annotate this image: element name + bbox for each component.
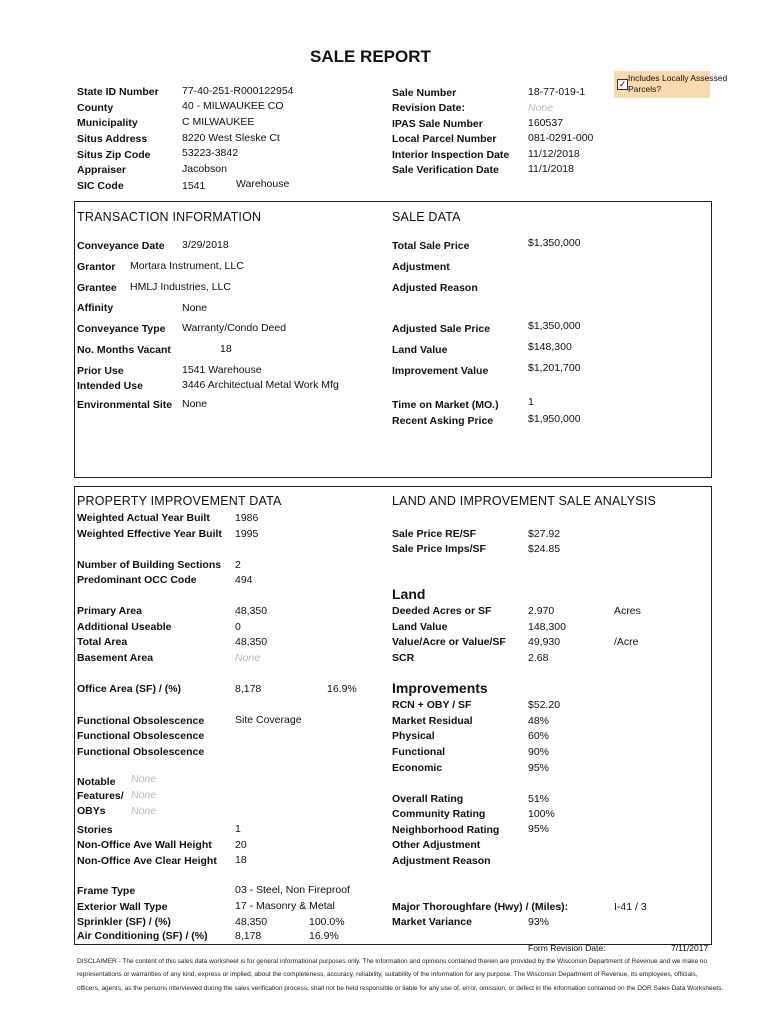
exterior-wall-value: 17 - Masonry & Metal (235, 900, 335, 912)
municipality-value: C MILWAUKEE (182, 116, 255, 128)
conveyance-type-label: Conveyance Type (77, 323, 166, 335)
locally-assessed-label-1: Includes Locally Assessed (628, 73, 728, 83)
weighted-actual-value: 1986 (235, 512, 259, 524)
thoroughfare-label: Major Thoroughfare (Hwy) / (Miles): (392, 901, 569, 913)
frame-type-value: 03 - Steel, Non Fireproof (235, 884, 350, 896)
additional-useable-label: Additional Useable (77, 621, 172, 633)
affinity-value: None (182, 302, 208, 314)
disclaimer-line-1: DISCLAIMER - The content of this sales data worksheet is for general informational purposes only. The information and opinions contained therein are provided by the Wisconsin Department of Revenue and we make no (77, 958, 708, 965)
primary-area-value: 48,350 (235, 605, 268, 617)
analysis-land-value-value: 148,300 (528, 621, 566, 633)
total-area-value: 48,350 (235, 636, 268, 648)
improvements-subheading: Improvements (392, 680, 488, 696)
overall-rating-label: Overall Rating (392, 793, 464, 805)
notable-label-2: Features/ (77, 790, 124, 802)
revision-date-value: None (528, 102, 554, 114)
months-vacant-label: No. Months Vacant (77, 344, 171, 356)
transaction-heading: TRANSACTION INFORMATION (77, 210, 262, 224)
frame-type-label: Frame Type (77, 885, 136, 897)
sale-price-re-value: $27.92 (528, 528, 561, 540)
prior-use-label: Prior Use (77, 365, 124, 377)
sale-number-value: 18-77-019-1 (528, 86, 586, 98)
deeded-acres-unit: Acres (614, 605, 641, 617)
prior-use-value: 1541 Warehouse (182, 364, 262, 376)
environmental-label: Environmental Site (77, 399, 173, 411)
primary-area-label: Primary Area (77, 605, 142, 617)
grantor-value: Mortara Instrument, LLC (130, 260, 244, 272)
stories-value: 1 (235, 823, 241, 835)
sale-price-re-label: Sale Price RE/SF (392, 528, 477, 540)
analysis-heading: LAND AND IMPROVEMENT SALE ANALYSIS (392, 494, 657, 508)
exterior-wall-label: Exterior Wall Type (77, 901, 168, 913)
verification-date-label: Sale Verification Date (392, 164, 499, 176)
air-conditioning-value: 8,178 (235, 930, 262, 942)
clear-height-label: Non-Office Ave Clear Height (77, 855, 217, 867)
sic-code-value: 1541 (182, 180, 206, 192)
page-title: SALE REPORT (310, 47, 431, 66)
air-conditioning-label: Air Conditioning (SF) / (%) (77, 930, 208, 942)
adjusted-reason-label: Adjusted Reason (392, 282, 478, 294)
county-value: 40 - MILWAUKEE CO (182, 100, 284, 112)
office-area-value: 8,178 (235, 683, 262, 695)
scr-value: 2.68 (528, 652, 549, 664)
locally-assessed-label-2: Parcels? (628, 84, 662, 94)
local-parcel-label: Local Parcel Number (392, 133, 497, 145)
market-residual-label: Market Residual (392, 715, 473, 727)
wall-height-value: 20 (235, 839, 247, 851)
situs-zip-value: 53223-3842 (182, 147, 239, 159)
state-id-value: 77-40-251-R000122954 (182, 85, 294, 97)
disclaimer-line-3: officers, agents, as the persons interviewed during the sales verification process, shall not be held responsible or liable for any use of, error, omission, or defect in the information contained on the DOR Sales Data Worksheets. (77, 985, 724, 992)
land-subheading: Land (392, 586, 426, 602)
conveyance-type-value: Warranty/Condo Deed (182, 322, 287, 334)
adjustment-reason-label: Adjustment Reason (392, 855, 491, 867)
sic-code-description: Warehouse (236, 178, 290, 190)
grantee-label: Grantee (77, 282, 117, 294)
thoroughfare-value: I-41 / 3 (614, 901, 647, 913)
weighted-effective-value: 1995 (235, 528, 259, 540)
locally-assessed-checkbox[interactable]: ✓ (618, 79, 627, 89)
functional-obsolescence-1-value: Site Coverage (235, 714, 302, 726)
economic-label: Economic (392, 762, 443, 774)
adjusted-sale-price-value: $1,350,000 (528, 320, 581, 332)
notable-label-3: OBYs (77, 805, 106, 817)
verification-date-value: 11/1/2018 (528, 163, 574, 175)
inspection-date-value: 11/12/2018 (528, 148, 580, 160)
sprinkler-value: 48,350 (235, 916, 268, 928)
improvement-value-label: Improvement Value (392, 365, 489, 377)
total-area-label: Total Area (77, 636, 128, 648)
notable-value-2: None (131, 789, 157, 801)
conveyance-date-label: Conveyance Date (77, 240, 165, 252)
notable-value-3: None (131, 805, 157, 817)
functional-label: Functional (392, 746, 446, 758)
state-id-label: State ID Number (77, 86, 159, 98)
sale-data-heading: SALE DATA (392, 210, 461, 224)
situs-address-label: Situs Address (77, 133, 148, 145)
situs-address-value: 8220 West Sleske Ct (182, 132, 280, 144)
appraiser-value: Jacobson (182, 163, 227, 175)
clear-height-value: 18 (235, 854, 247, 866)
recent-asking-price-value: $1,950,000 (528, 413, 581, 425)
appraiser-label: Appraiser (77, 164, 127, 176)
total-sale-price-label: Total Sale Price (392, 240, 470, 252)
weighted-actual-label: Weighted Actual Year Built (77, 512, 210, 524)
office-area-pct: 16.9% (327, 683, 357, 695)
basement-area-value: None (235, 652, 261, 664)
value-acre-label: Value/Acre or Value/SF (392, 636, 506, 648)
ipas-sale-number-label: IPAS Sale Number (392, 118, 483, 130)
sprinkler-pct: 100.0% (309, 916, 345, 928)
total-sale-price-value: $1,350,000 (528, 237, 581, 249)
grantee-value: HMLJ Industries, LLC (130, 281, 231, 293)
physical-value: 60% (528, 730, 550, 742)
sale-number-label: Sale Number (392, 87, 457, 99)
community-rating-label: Community Rating (392, 808, 486, 820)
conveyance-date-value: 3/29/2018 (182, 239, 229, 251)
predominant-occ-label: Predominant OCC Code (77, 574, 197, 586)
economic-value: 95% (528, 762, 550, 774)
value-acre-unit: /Acre (614, 636, 639, 648)
revision-date-label: Revision Date: (392, 102, 465, 114)
rcn-label: RCN + OBY / SF (392, 699, 472, 711)
market-residual-value: 48% (528, 715, 550, 727)
local-parcel-value: 081-0291-000 (528, 132, 594, 144)
sale-price-imps-label: Sale Price Imps/SF (392, 543, 486, 555)
form-revision-label: Form Revision Date: (528, 943, 606, 953)
rcn-value: $52.20 (528, 699, 561, 711)
affinity-label: Affinity (77, 302, 114, 314)
sic-code-label: SIC Code (77, 180, 124, 192)
overall-rating-value: 51% (528, 793, 550, 805)
municipality-label: Municipality (77, 117, 138, 129)
office-area-label: Office Area (SF) / (%) (77, 683, 182, 695)
land-value-value: $148,300 (528, 341, 572, 353)
time-on-market-value: 1 (528, 396, 534, 408)
functional-value: 90% (528, 746, 550, 758)
notable-label-1: Notable (77, 776, 116, 788)
physical-label: Physical (392, 730, 435, 742)
building-sections-label: Number of Building Sections (77, 559, 222, 571)
functional-obsolescence-1-label: Functional Obsolescence (77, 715, 205, 727)
building-sections-value: 2 (235, 559, 241, 571)
neighborhood-rating-value: 95% (528, 823, 550, 835)
air-conditioning-pct: 16.9% (309, 930, 339, 942)
disclaimer-line-2: representations or warranties of any kind, express or implied, about the completeness, accuracy, reliability, suitability of the information for any purpose. The Wisconsin Department of Revenue, its employees, officials, (77, 971, 698, 978)
notable-value-1: None (131, 773, 157, 785)
stories-label: Stories (77, 824, 113, 836)
ipas-sale-number-value: 160537 (528, 117, 564, 129)
environmental-value: None (182, 398, 208, 410)
intended-use-label: Intended Use (77, 380, 143, 392)
functional-obsolescence-2-label: Functional Obsolescence (77, 730, 205, 742)
form-revision-value: 7/11/2017 (671, 943, 709, 953)
sale-price-imps-value: $24.85 (528, 543, 561, 555)
improvement-value-value: $1,201,700 (528, 362, 581, 374)
basement-area-label: Basement Area (77, 652, 154, 664)
recent-asking-price-label: Recent Asking Price (392, 415, 494, 427)
deeded-acres-value: 2.970 (528, 605, 555, 617)
intended-use-value: 3446 Architectual Metal Work Mfg (182, 379, 339, 391)
functional-obsolescence-3-label: Functional Obsolescence (77, 746, 205, 758)
market-variance-label: Market Variance (392, 916, 472, 928)
wall-height-label: Non-Office Ave Wall Height (77, 839, 212, 851)
community-rating-value: 100% (528, 808, 555, 820)
analysis-land-value-label: Land Value (392, 621, 448, 633)
value-acre-value: 49,930 (528, 636, 561, 648)
deeded-acres-label: Deeded Acres or SF (392, 605, 492, 617)
neighborhood-rating-label: Neighborhood Rating (392, 824, 500, 836)
county-label: County (77, 102, 114, 114)
time-on-market-label: Time on Market (MO.) (392, 399, 499, 411)
additional-useable-value: 0 (235, 621, 241, 633)
property-heading: PROPERTY IMPROVEMENT DATA (77, 494, 282, 508)
weighted-effective-label: Weighted Effective Year Built (77, 528, 222, 540)
adjustment-label: Adjustment (392, 261, 450, 273)
scr-label: SCR (392, 652, 415, 664)
sprinkler-label: Sprinkler (SF) / (%) (77, 916, 171, 928)
adjusted-sale-price-label: Adjusted Sale Price (392, 323, 491, 335)
other-adjustment-label: Other Adjustment (392, 839, 481, 851)
months-vacant-value: 18 (220, 343, 232, 355)
grantor-label: Grantor (77, 261, 116, 273)
predominant-occ-value: 494 (235, 574, 253, 586)
inspection-date-label: Interior Inspection Date (392, 149, 510, 161)
land-value-label: Land Value (392, 344, 448, 356)
situs-zip-label: Situs Zip Code (77, 149, 151, 161)
market-variance-value: 93% (528, 916, 550, 928)
